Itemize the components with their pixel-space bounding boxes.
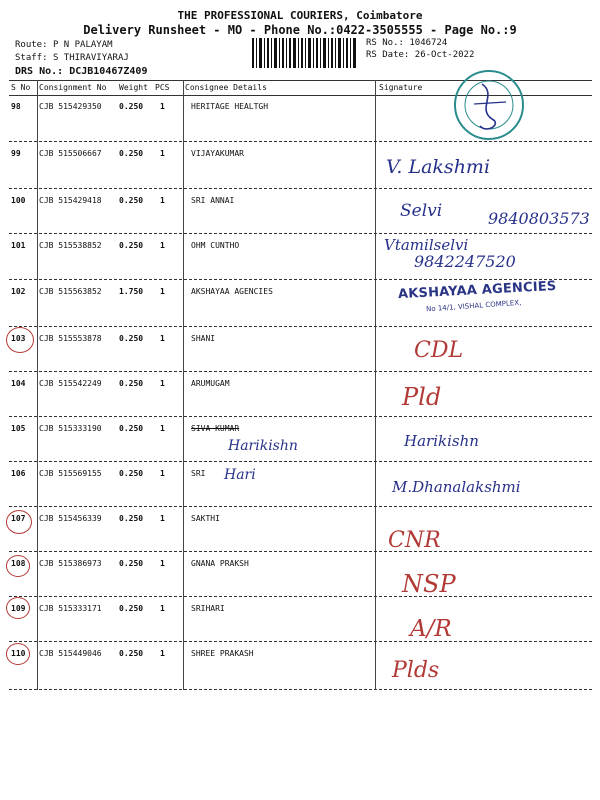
table-row: 106 CJB 515569155 0.250 1 SRI <box>11 469 206 478</box>
row-divider <box>9 689 592 690</box>
col-consignee: Consignee Details <box>185 83 267 92</box>
ink-circle <box>6 643 30 665</box>
handwritten-consignee-name: Harikishn <box>228 438 298 454</box>
handwritten-signature: NSP <box>402 570 456 598</box>
ink-circle <box>6 327 34 353</box>
route-value: P N PALAYAM <box>52 40 113 50</box>
handwritten-phone: 9842247520 <box>414 252 516 271</box>
handwritten-consignee-name: Hari <box>224 467 256 483</box>
table-row: 108 CJB 515386973 0.250 1 GNANA PRAKSH <box>11 559 249 568</box>
company-name: THE PROFESSIONAL COURIERS, Coimbatore <box>177 9 423 22</box>
route-line: Route: P N PALAYAM <box>15 40 113 50</box>
row-divider <box>9 461 592 462</box>
row-divider <box>9 506 592 507</box>
ink-circle <box>6 597 30 619</box>
table-row: 98 CJB 515429350 0.250 1 HERITAGE HEALTGH <box>11 102 269 111</box>
staff-value: S THIRAVIYARAJ <box>52 53 129 63</box>
runsheet-title: Delivery Runsheet - MO - Phone No.:0422-3505555 - Page No.:9 <box>83 23 517 37</box>
table-row: 100 CJB 515429418 0.250 1 SRI ANNAI <box>11 196 235 205</box>
row-divider <box>9 551 592 552</box>
row-divider <box>9 326 592 327</box>
table-row: 99 CJB 515506667 0.250 1 VIJAYAKUMAR <box>11 149 244 158</box>
staff-line: Staff: S THIRAVIYARAJ <box>15 53 129 63</box>
handwritten-signature: Pld <box>402 383 442 411</box>
table-row: 101 CJB 515538852 0.250 1 OHM CUNTHO <box>11 241 240 250</box>
handwritten-signature: Selvi <box>400 201 443 221</box>
handwritten-signature: CNR <box>388 528 441 553</box>
table-row: 109 CJB 515333171 0.250 1 SRIHARI <box>11 604 225 613</box>
handwritten-signature: Vtamilselvi <box>384 236 469 254</box>
col-consignment: Consignment No <box>39 83 107 92</box>
agency-stamp: AKSHAYAA AGENCIES <box>397 278 557 303</box>
col-pcs: PCS <box>155 83 170 92</box>
barcode-image <box>252 38 358 68</box>
drs-value: DCJB10467Z409 <box>69 66 148 77</box>
row-divider <box>9 279 592 280</box>
handwritten-signature: M.Dhanalakshmi <box>392 478 521 496</box>
drs-line: DRS No.: DCJB10467Z409 <box>15 66 148 77</box>
ink-circle <box>6 510 32 534</box>
col-sno: S No <box>11 83 31 92</box>
company-seal-stamp <box>452 64 526 146</box>
handwritten-signature: Plds <box>392 658 440 683</box>
row-divider <box>9 188 592 189</box>
table-row: 107 CJB 515456339 0.250 1 SAKTHI <box>11 514 220 523</box>
col-weight: Weight <box>119 83 148 92</box>
handwritten-signature: Harikishn <box>404 432 479 450</box>
handwritten-signature: CDL <box>414 338 464 363</box>
col-signature: Signature <box>379 83 423 92</box>
rs-date-value: 26-Oct-2022 <box>414 50 475 60</box>
table-row: 103 CJB 515553878 0.250 1 SHANI <box>11 334 216 343</box>
table-row: 110 CJB 515449046 0.250 1 SHREE PRAKASH <box>11 649 254 658</box>
table-row: 102 CJB 515563852 1.750 1 AKSHAYAA AGENCIES <box>11 287 273 296</box>
row-divider <box>9 416 592 417</box>
handwritten-phone: 9840803573 <box>488 209 590 228</box>
table-row: 104 CJB 515542249 0.250 1 ARUMUGAM <box>11 379 230 388</box>
row-divider <box>9 371 592 372</box>
row-divider <box>9 233 592 234</box>
agency-stamp-address: No 14/1, VISHAL COMPLEX, <box>425 298 522 314</box>
rs-date-line: RS Date: 26-Oct-2022 <box>366 50 475 60</box>
ink-circle <box>6 555 30 577</box>
rs-no-line: RS No.: 1046724 <box>366 38 448 48</box>
row-divider <box>9 641 592 642</box>
row-divider <box>9 596 592 597</box>
table-row: 105 CJB 515333190 0.250 1 SIVA KUMAR <box>11 424 240 433</box>
rs-no-value: 1046724 <box>409 38 448 48</box>
handwritten-signature: A/R <box>410 616 452 642</box>
handwritten-signature: V. Lakshmi <box>386 156 491 178</box>
